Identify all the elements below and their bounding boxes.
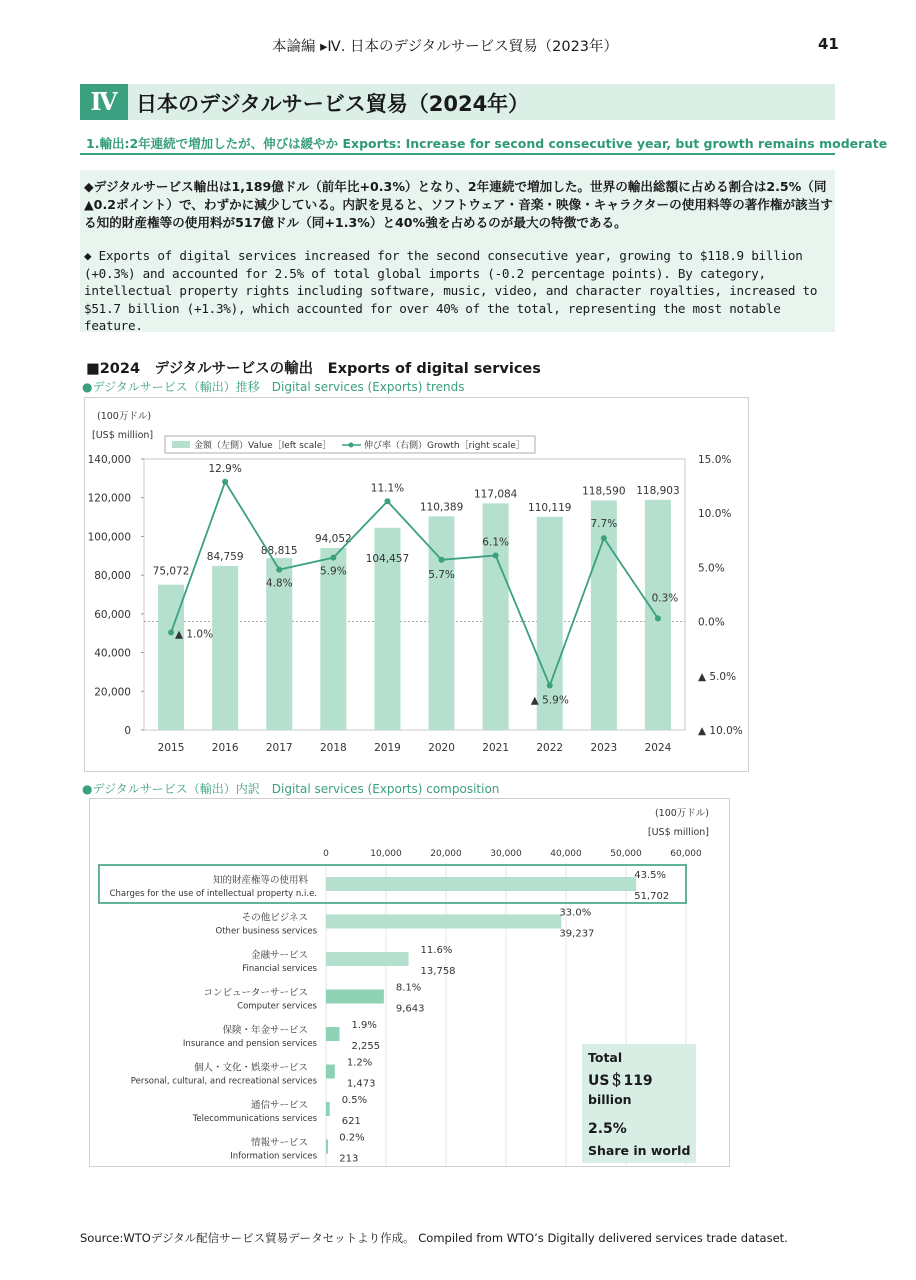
x-tick-label: 2019 (374, 742, 401, 754)
growth-label: 5.9% (320, 565, 347, 578)
value-label: 9,643 (395, 1003, 425, 1015)
subheading (80, 133, 888, 155)
growth-point (168, 629, 174, 635)
category-label-en: Insurance and pension services (182, 1039, 317, 1049)
category-label-en: Other business services (215, 926, 317, 937)
composition-bar (326, 1027, 340, 1041)
x-tick-label: 60,000 (670, 849, 702, 859)
page-header (0, 35, 916, 57)
growth-label: ▲ 5.9% (530, 694, 569, 707)
x-tick-label: 2015 (157, 742, 185, 754)
x-tick-label: 50,000 (610, 849, 642, 859)
x-tick-label: 40,000 (550, 849, 582, 859)
value-label: 1,473 (346, 1078, 376, 1090)
running-title: 本論編 ▸Ⅳ. 日本のデジタルサービス貿易（2023年） (272, 39, 619, 55)
category-label-en: Telecommunications services (192, 1114, 317, 1124)
legend-line-marker (349, 443, 354, 448)
source-note: Source:WTOデジタル配信サービス貿易データセットより作成。 Compiled from WTO’s Digitally delivered services trade dataset. (80, 1231, 788, 1245)
bar-value-label: 118,590 (582, 485, 626, 498)
unit-label-jp: (100万ドル) (97, 411, 152, 422)
category-label-jp: 知的財産権等の使用料 (212, 875, 308, 886)
right-tick-label: 0.0% (698, 616, 725, 629)
growth-label: 0.3% (651, 592, 679, 605)
right-tick-label: ▲ 5.0% (698, 670, 737, 683)
growth-point (222, 479, 228, 485)
category-label-en: Information services (230, 1151, 317, 1162)
trend-chart-heading: ●デジタルサービス（輸出）推移 Digital services (Exports) trends (82, 380, 465, 394)
x-tick-label: 2016 (211, 742, 239, 754)
composition-bar (326, 1102, 330, 1116)
right-tick-label: 15.0% (698, 454, 732, 466)
section-title-bar (80, 84, 835, 120)
value-label: 13,758 (420, 966, 456, 977)
growth-label: 11.1% (370, 482, 405, 495)
growth-point (384, 498, 390, 504)
value-label: 213 (339, 1153, 359, 1165)
left-tick-label: 40,000 (94, 647, 131, 660)
bar-value-label: 110,119 (528, 501, 572, 514)
growth-point (655, 615, 661, 621)
growth-point (547, 683, 553, 689)
total-unit: billion (588, 1092, 632, 1107)
category-label-jp: 通信サービス (250, 1100, 308, 1111)
x-tick-label: 10,000 (370, 849, 402, 859)
composition-bar (326, 915, 561, 929)
category-label-en: Financial services (242, 964, 317, 974)
composition-bar (326, 1065, 335, 1079)
composition-bar (326, 990, 384, 1004)
right-tick-label: ▲ 10.0% (698, 725, 743, 737)
legend-growth-label: 伸び率（右側）Growth［right scale］ (364, 441, 525, 451)
total-label: Total (588, 1050, 623, 1065)
left-tick-label: 140,000 (87, 454, 131, 466)
x-tick-label: 2021 (482, 742, 510, 754)
left-tick-label: 80,000 (94, 570, 131, 583)
unit-label-en: [US$ million] (647, 827, 709, 838)
growth-label: 12.9% (208, 462, 242, 475)
bar-value-label: 104,457 (365, 552, 410, 565)
composition-bar (326, 1140, 328, 1154)
category-label-en: Computer services (237, 1001, 317, 1012)
x-tick-label: 2020 (428, 742, 455, 754)
left-tick-label: 20,000 (94, 686, 131, 699)
x-tick-label: 0 (323, 849, 329, 859)
x-tick-label: 2022 (536, 742, 564, 754)
growth-label: ▲ 1.0% (175, 628, 214, 641)
category-label-jp: その他ビジネス (241, 912, 308, 924)
bar-value-label: 118,903 (636, 484, 680, 497)
left-tick-label: 60,000 (94, 608, 131, 621)
left-tick-label: 120,000 (87, 492, 131, 505)
value-label: 39,237 (559, 928, 595, 940)
category-label-jp: 保険・年金サービス (222, 1025, 308, 1036)
category-label-jp: 金融サービス (250, 950, 308, 961)
composition-bar (326, 952, 409, 966)
summary-english: ◆ Exports of digital services increased for the second consecutive year, growing to $118.9 billion (+0.3%) and accounted for 2.5% of total global imports (-0.2 percentage points). By category, intellectual property rights including software, music, video, and character royalties, increased to $51.7 billion (+1.3%), which accounted for over 40% of the total, representing the most notable feature. (84, 248, 818, 333)
legend-value-label: 金額（左側）Value［left scale］ (194, 441, 332, 451)
value-bar (429, 516, 455, 730)
category-label-jp: 情報サービス (250, 1137, 308, 1149)
bar-value-label: 117,084 (473, 488, 518, 501)
growth-label: 6.1% (482, 536, 509, 549)
value-label: 621 (341, 1116, 361, 1127)
right-tick-label: 5.0% (698, 562, 725, 575)
share-label: 33.0% (559, 907, 592, 919)
legend-bar-swatch (172, 441, 190, 448)
exports-heading: ■2024 デジタルサービスの輸出 Exports of digital services (86, 361, 541, 377)
value-label: 2,255 (351, 1041, 381, 1052)
total-amount: US＄119 (588, 1073, 653, 1089)
category-label-en: Personal, cultural, and recreational services (130, 1076, 317, 1087)
growth-label: 5.7% (428, 568, 455, 581)
growth-point (330, 555, 336, 561)
share-label: 1.9% (351, 1020, 377, 1031)
value-bar (645, 500, 671, 730)
x-tick-label: 30,000 (490, 849, 522, 859)
composition-chart-heading: ●デジタルサービス（輸出）内訳 Digital services (Exports) composition (82, 782, 500, 796)
share-label: 11.6% (420, 945, 453, 956)
left-tick-label: 0 (124, 725, 131, 737)
category-label-jp: コンピューターサービス (203, 987, 308, 999)
value-bar (591, 500, 617, 730)
share-label: 0.5% (341, 1095, 368, 1106)
growth-point (601, 535, 607, 541)
share-label: 43.5% (634, 870, 666, 881)
share-label: 8.1% (395, 982, 422, 994)
x-tick-label: 20,000 (430, 849, 462, 859)
bar-value-label: 88,815 (260, 545, 298, 558)
unit-label-en: [US$ million] (92, 430, 154, 441)
bar-value-label: 94,052 (314, 532, 352, 545)
category-label-en: Charges for the use of intellectual property n.i.e. (109, 889, 317, 899)
page-number: 41 (818, 35, 839, 53)
bar-value-label: 110,389 (419, 501, 464, 514)
growth-label: 7.7% (590, 518, 618, 531)
section-number: Ⅳ (80, 84, 128, 120)
growth-line (171, 482, 658, 686)
summary-box (80, 170, 835, 332)
x-tick-label: 2024 (644, 742, 672, 754)
x-tick-label: 2017 (265, 742, 293, 754)
category-label-jp: 個人・文化・娯楽サービス (193, 1062, 308, 1074)
composition-bar (326, 877, 636, 891)
x-tick-label: 2023 (590, 742, 618, 754)
right-tick-label: 10.0% (698, 508, 732, 521)
share-label: 1.2% (346, 1057, 373, 1069)
growth-point (493, 552, 499, 558)
bar-value-label: 84,759 (206, 550, 244, 563)
share-label: 0.2% (339, 1132, 365, 1144)
trend-chart-frame (84, 397, 749, 772)
total-box (582, 1044, 696, 1163)
world-share-label: Share in world (588, 1143, 691, 1158)
bar-value-label: 75,072 (152, 565, 190, 578)
value-bar (212, 566, 238, 730)
subheading-text: 1.輸出:2年連続で増加したが、伸びは緩やか Exports: Increase for second consecutive year, but growth remains moderate (86, 136, 888, 151)
growth-label: 4.8% (265, 577, 293, 590)
growth-point (276, 567, 282, 573)
x-tick-label: 2018 (319, 742, 347, 754)
section-title: 日本のデジタルサービス貿易（2024年） (136, 92, 530, 116)
left-tick-label: 100,000 (87, 531, 131, 544)
value-label: 51,702 (634, 891, 670, 902)
unit-label-jp: (100万ドル) (654, 808, 709, 819)
growth-point (439, 557, 445, 563)
trend-chart (85, 398, 748, 771)
world-share: 2.5% (588, 1121, 627, 1137)
summary-japanese: ◆デジタルサービス輸出は1,189億ドル（前年比+0.3%）となり、2年連続で増加した。世界の輸出総額に占める割合は2.5%（同▲0.2ポイント）で、わずかに減少している。内訳を見ると、ソフトウェア・音楽・映像・キャラクターの使用料等の著作権が該当する知的財産権等の使用料が517億ドル（同+1.3%）と40%強を占めるのが最大の特徴である。 (84, 179, 833, 230)
